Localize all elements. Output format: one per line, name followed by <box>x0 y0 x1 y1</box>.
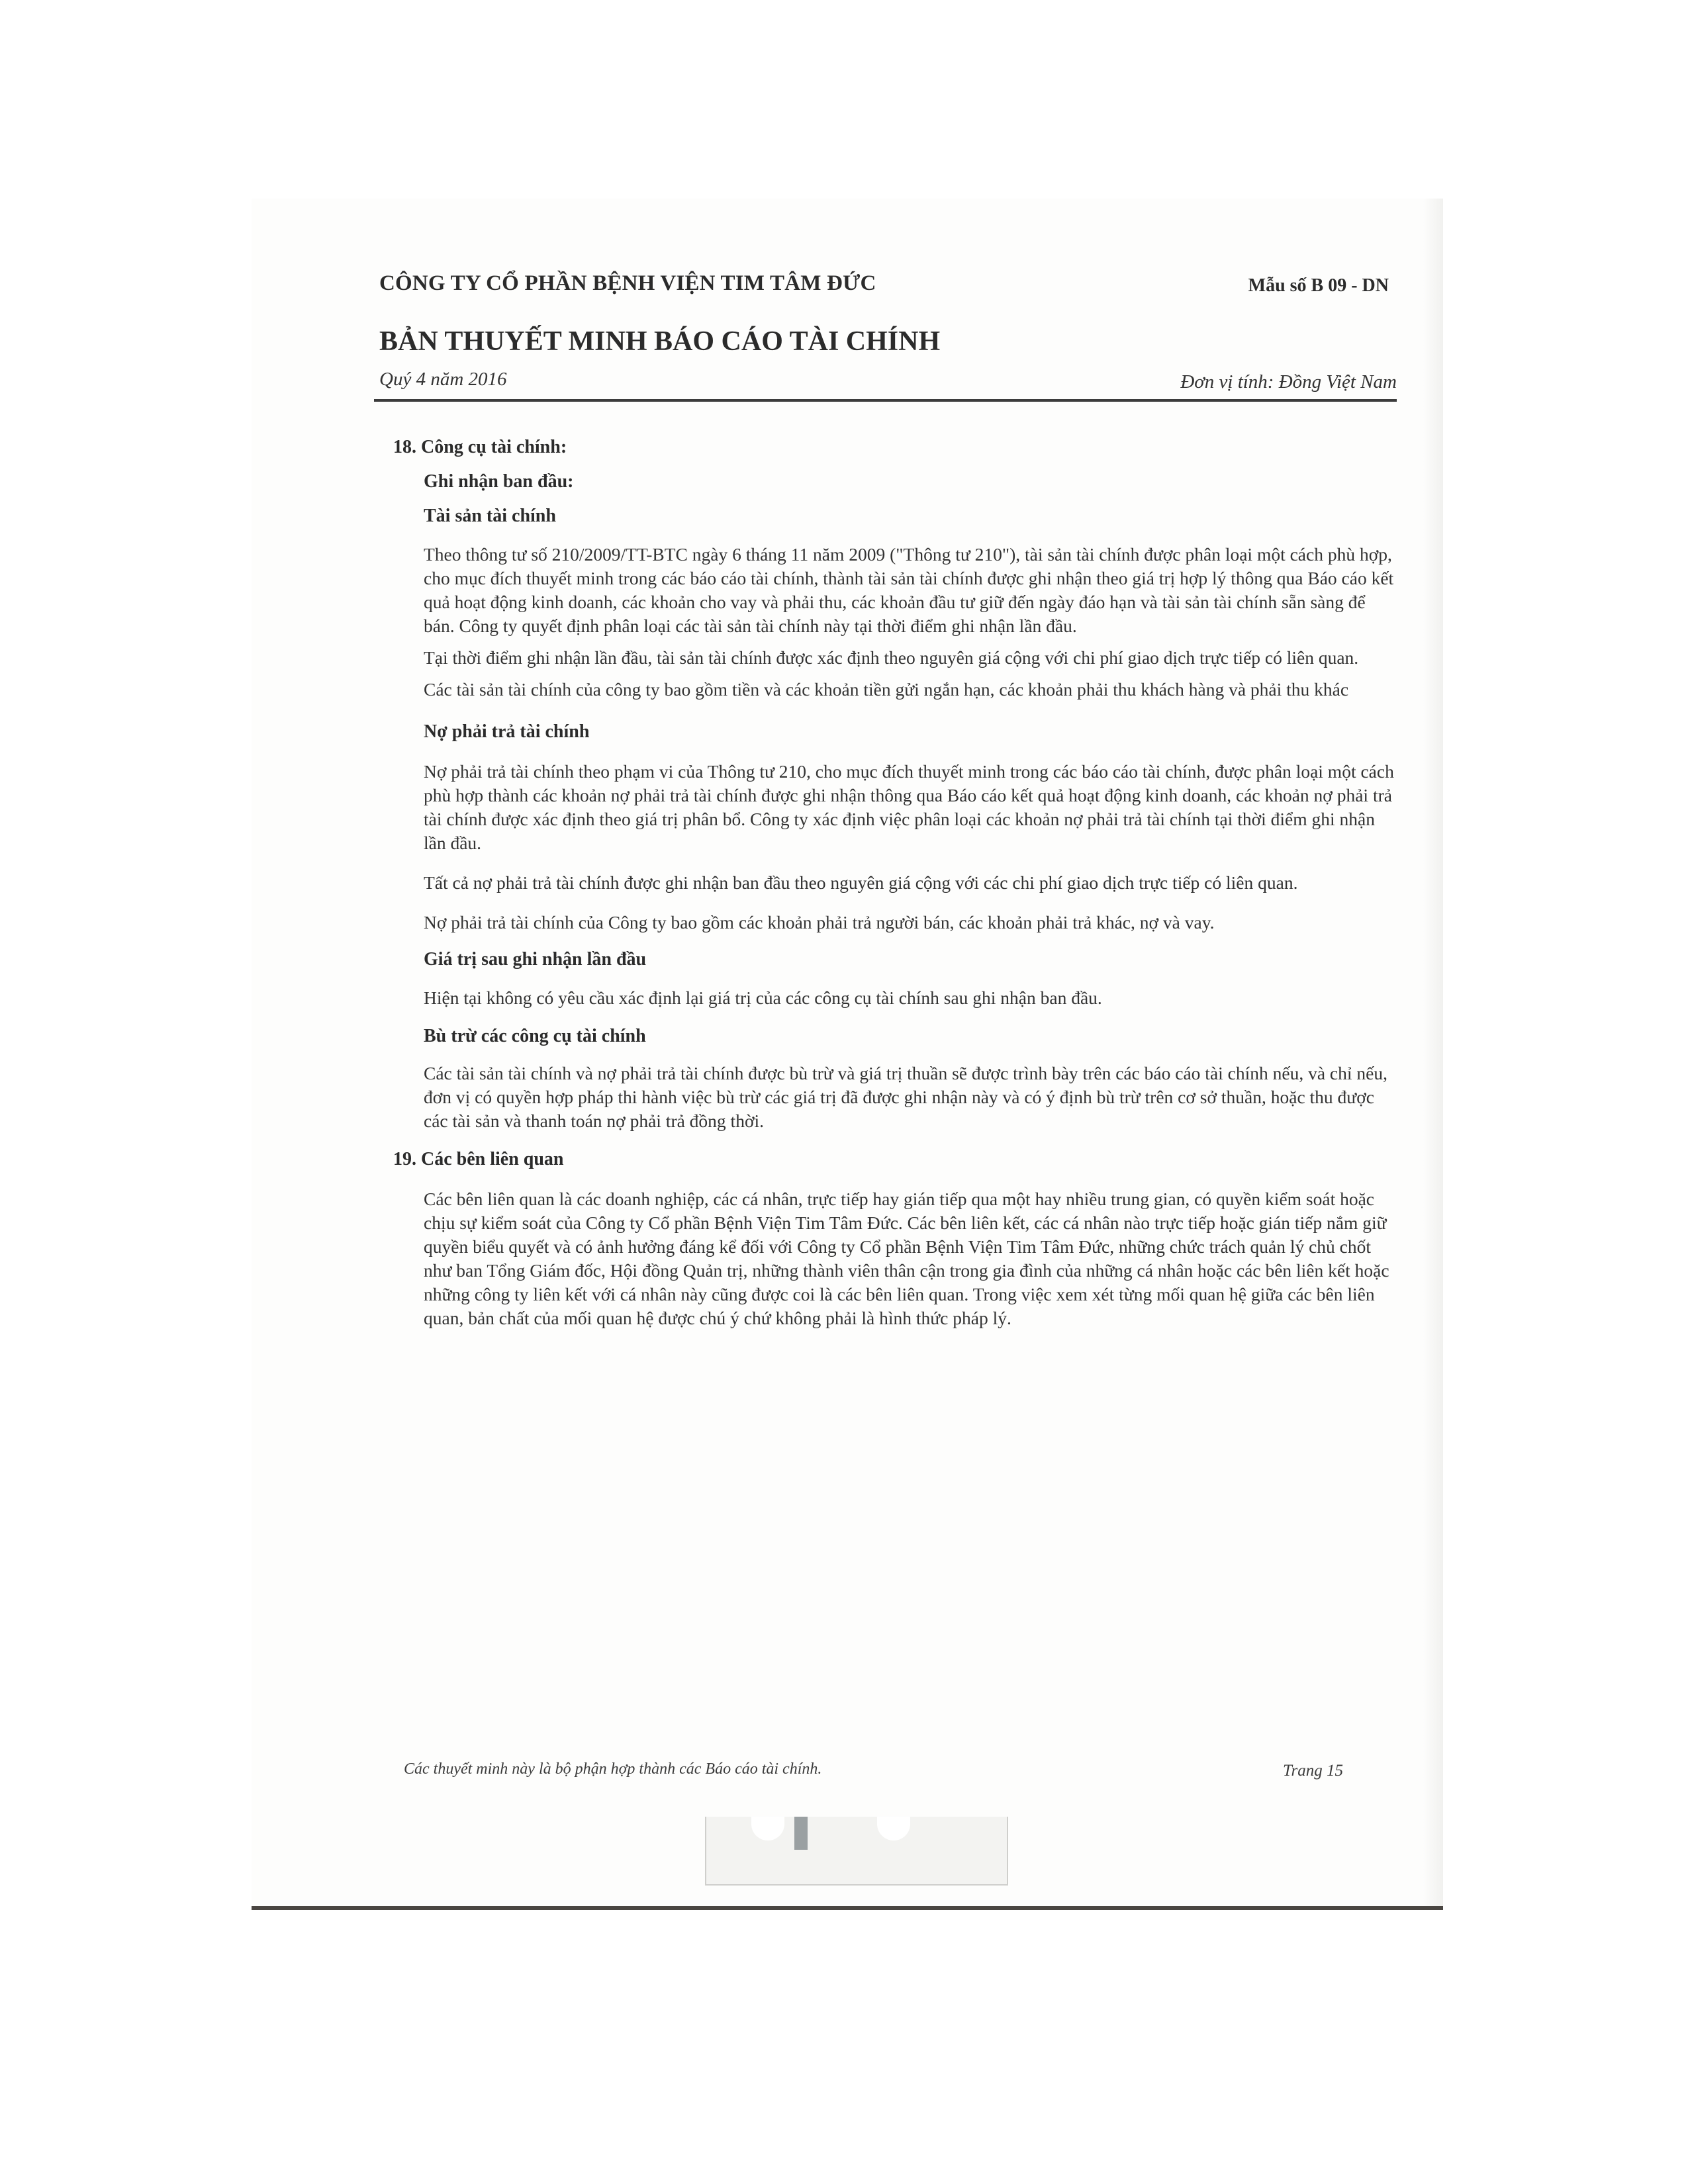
offsetting-heading: Bù trừ các công cụ tài chính <box>424 1026 646 1046</box>
financial-assets-paragraph: Tại thời điểm ghi nhận lần đầu, tài sản tài chính được xác định theo nguyên giá cộng với chi phí giao dịch trực tiếp có liên quan. <box>424 647 1359 668</box>
scan-edge-shadow <box>1423 199 1443 1908</box>
financial-assets-paragraph: Theo thông tư số 210/2009/TT-BTC ngày 6 tháng 11 năm 2009 ("Thông tư 210"), tài sản tài chính được phân loại một cách phù hợp, cho mục đích thuyết minh trong các báo cáo tài chính, thành tài sản tài chính được ghi nhận theo giá trị hợp lý thông qua Báo cáo kết quả hoạt động kinh doanh, các khoản cho vay và phải thu, các khoản đầu tư giữ đến ngày đáo hạn và tài sản tài chính sẵn sàng để bán. Công ty quyết định phân loại các tài sản tài chính này tại thời điểm ghi nhận lần đầu. <box>424 544 1394 636</box>
financial-assets-heading: Tài sản tài chính <box>424 506 556 526</box>
section-18-heading: 18. Công cụ tài chính: <box>393 437 567 457</box>
header-divider <box>374 399 1397 402</box>
notes-body <box>393 437 1399 1330</box>
financial-liabilities-heading: Nợ phải trả tài chính <box>424 721 590 742</box>
subsequent-measurement-heading: Giá trị sau ghi nhận lần đầu <box>424 949 647 970</box>
section-19-heading: 19. Các bên liên quan <box>393 1149 564 1169</box>
currency-unit: Đơn vị tính: Đồng Việt Nam <box>1180 371 1397 392</box>
binder-clip-shadow <box>705 1817 1008 1886</box>
reporting-period: Quý 4 năm 2016 <box>379 369 507 390</box>
offsetting-paragraph: Các tài sản tài chính và nợ phải trả tài chính được bù trừ và giá trị thuần sẽ được trình bày trên các báo cáo tài chính nếu, và chỉ nếu, đơn vị có quyền hợp pháp thi hành việc bù trừ các giá trị đã được ghi nhận này và có ý định bù trừ trên cơ sở thuần, hoặc thu được các tài sản và thanh toán nợ phải trả đồng thời. <box>424 1063 1387 1131</box>
scan-bottom-edge <box>252 1906 1443 1910</box>
footer-note: Các thuyết minh này là bộ phận hợp thành các Báo cáo tài chính. <box>404 1760 822 1778</box>
financial-liabilities-paragraph: Nợ phải trả tài chính của Công ty bao gồm các khoản phải trả người bán, các khoản phải trả khác, nợ và vay. <box>424 912 1215 933</box>
company-name: CÔNG TY CỔ PHẦN BỆNH VIỆN TIM TÂM ĐỨC <box>379 271 876 295</box>
financial-assets-paragraph: Các tài sản tài chính của công ty bao gồm tiền và các khoản tiền gửi ngắn hạn, các khoản phải thu khách hàng và phải thu khác <box>424 679 1349 700</box>
related-parties-paragraph: Các bên liên quan là các doanh nghiệp, các cá nhân, trực tiếp hay gián tiếp qua một hay nhiều trung gian, có quyền kiểm soát hoặc chịu sự kiểm soát của Công ty Cổ phần Bệnh Viện Tim Tâm Đức. Các bên liên kết, các cá nhân nào trực tiếp hoặc gián tiếp nắm giữ quyền biểu quyết và có ảnh hưởng đáng kể đối với Công ty Cổ phần Bệnh Viện Tim Tâm Đức, những chức trách quản lý chủ chốt như ban Tổng Giám đốc, Hội đồng Quản trị, những thành viên thân cận trong gia đình của những cá nhân hoặc các bên liên kết hoặc những công ty liên kết với cá nhân này cũng được coi là các bên liên quan. Trong việc xem xét từng mối quan hệ giữa các bên liên quan, bản chất của mối quan hệ được chú ý chứ không phải là hình thức pháp lý. <box>424 1189 1389 1328</box>
initial-recognition-heading: Ghi nhận ban đầu: <box>424 471 574 492</box>
form-code: Mẫu số B 09 - DN <box>1248 275 1389 296</box>
financial-liabilities-paragraph: Nợ phải trả tài chính theo phạm vi của Thông tư 210, cho mục đích thuyết minh trong các báo cáo tài chính, được phân loại một cách phù hợp thành các khoản nợ phải trả tài chính được ghi nhận thông qua Báo cáo kết quả hoạt động kinh doanh, các khoản nợ phải trả tài chính được xác định theo giá trị phân bổ. Công ty xác định việc phân loại các khoản nợ phải trả tài chính tại thời điểm ghi nhận lần đầu. <box>424 761 1394 853</box>
page-number: Trang 15 <box>1283 1762 1344 1780</box>
clip-tab <box>794 1817 808 1850</box>
document-title: BẢN THUYẾT MINH BÁO CÁO TÀI CHÍNH <box>379 326 941 357</box>
subsequent-measurement-paragraph: Hiện tại không có yêu cầu xác định lại giá trị của các công cụ tài chính sau ghi nhận ban đầu. <box>424 987 1102 1008</box>
financial-liabilities-paragraph: Tất cả nợ phải trả tài chính được ghi nhận ban đầu theo nguyên giá cộng với các chi phí giao dịch trực tiếp có liên quan. <box>424 872 1298 893</box>
